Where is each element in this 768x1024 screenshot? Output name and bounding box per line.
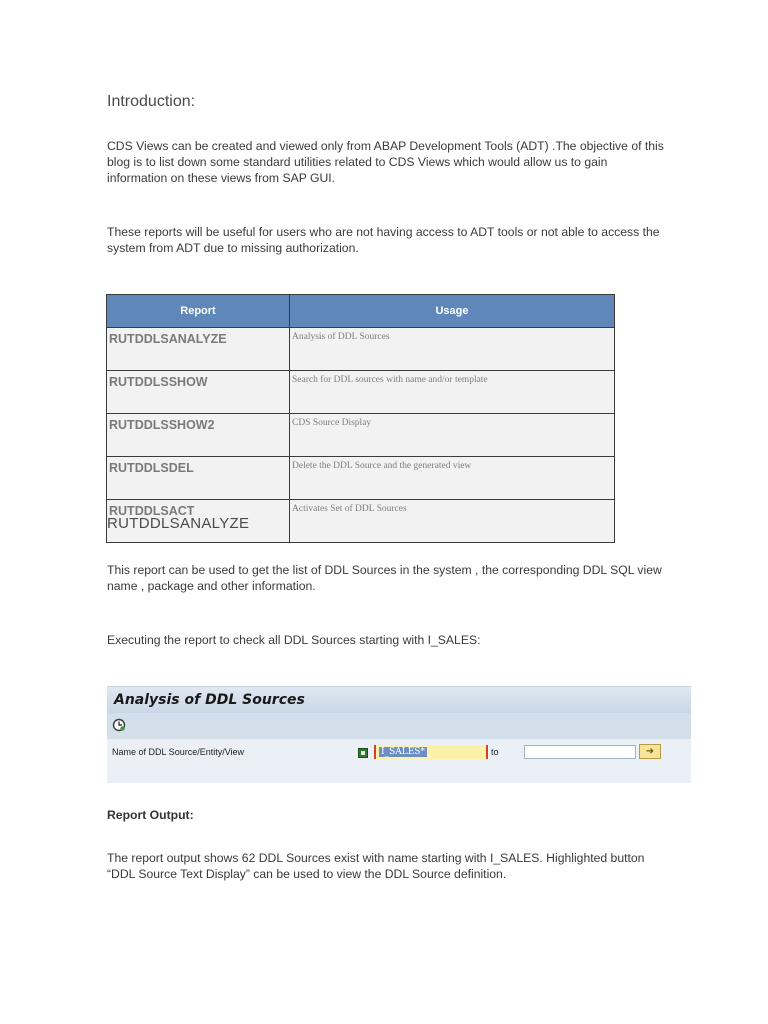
report-name-cell: RUTDDLSACT bbox=[107, 500, 290, 543]
sap-selection-screen bbox=[107, 686, 691, 783]
arrow-right-icon: ➜ bbox=[645, 746, 655, 757]
report-name-cell: RUTDDLSANALYZE bbox=[107, 328, 290, 371]
selection-option-icon[interactable] bbox=[358, 748, 368, 758]
low-value-text: I_SALES* bbox=[381, 747, 425, 757]
table-header-row bbox=[107, 295, 615, 328]
report-name-cell: RUTDDLSSHOW2 bbox=[107, 414, 290, 457]
report-name-cell: RUTDDLSDEL bbox=[107, 457, 290, 500]
reports-table bbox=[106, 294, 615, 543]
report-output-paragraph: The report output shows 62 DDL Sources exist with name starting with I_SALES. Highlighted button “DDL Source Text Display” can be used to view the DDL Source definition. bbox=[107, 851, 645, 881]
usage-cell: Analysis of DDL Sources bbox=[290, 328, 615, 371]
column-header-report: Report bbox=[107, 295, 290, 328]
intro-heading: Introduction: bbox=[107, 93, 196, 110]
to-label: to bbox=[491, 747, 499, 757]
table-row bbox=[107, 328, 615, 371]
intro-paragraph-2: These reports will be useful for users who are not having access to ADT tools or not able to access the system from ADT due to missing authorization. bbox=[107, 225, 660, 255]
table-row bbox=[107, 371, 615, 414]
multiple-selection-button[interactable] bbox=[639, 744, 661, 759]
intro-paragraph-1: CDS Views can be created and viewed only from ABAP Development Tools (ADT) .The objective of this blog is to list down some standard utilities related to CDS Views which would allow us to gain information on these views from SAP GUI. bbox=[107, 139, 664, 185]
section-paragraph-2: Executing the report to check all DDL Sources starting with I_SALES: bbox=[107, 633, 481, 647]
execute-icon[interactable] bbox=[112, 718, 126, 732]
column-header-usage: Usage bbox=[290, 295, 615, 328]
sap-selection-form bbox=[107, 739, 691, 783]
usage-cell: Search for DDL sources with name and/or template bbox=[290, 371, 615, 414]
section-heading: RUTDDLSANALYZE bbox=[107, 515, 250, 532]
report-output-heading: Report Output: bbox=[107, 808, 194, 822]
section-paragraph-1: This report can be used to get the list of DDL Sources in the system , the corresponding DDL SQL view name , package and other information. bbox=[107, 563, 662, 593]
table-row bbox=[107, 414, 615, 457]
ddl-source-low-input[interactable] bbox=[374, 745, 488, 759]
table-row bbox=[107, 457, 615, 500]
ddl-source-high-input[interactable] bbox=[524, 745, 636, 759]
sap-screen-title: Analysis of DDL Sources bbox=[107, 687, 691, 713]
ddl-source-field-label: Name of DDL Source/Entity/View bbox=[112, 747, 245, 757]
sap-toolbar bbox=[107, 713, 691, 739]
usage-cell: Delete the DDL Source and the generated view bbox=[290, 457, 615, 500]
usage-cell: CDS Source Display bbox=[290, 414, 615, 457]
usage-cell: Activates Set of DDL Sources bbox=[290, 500, 615, 543]
report-name-cell: RUTDDLSSHOW bbox=[107, 371, 290, 414]
